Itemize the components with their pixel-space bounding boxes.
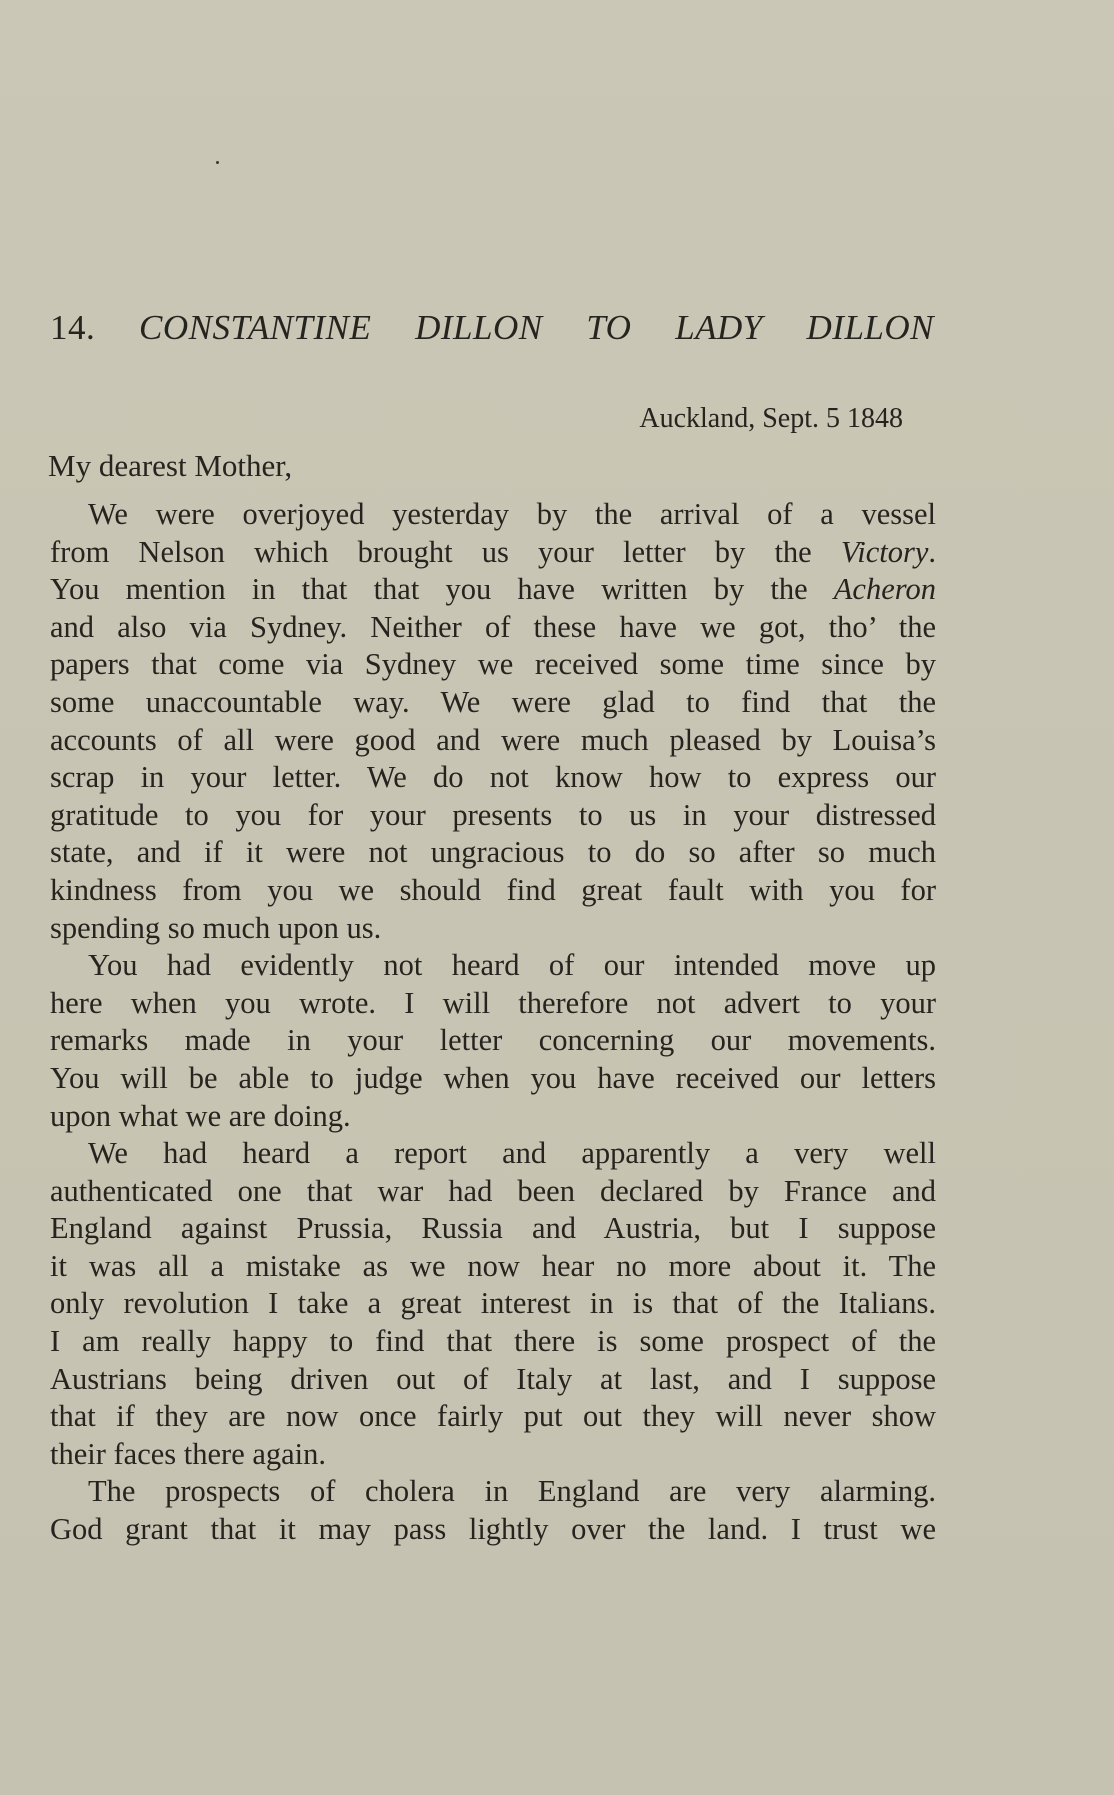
text-line — [50, 571, 936, 609]
text-line — [50, 609, 936, 647]
text-segment: from Nelson which brought us your letter by the — [50, 534, 841, 569]
text-segment: The prospects of cholera in England are very alarming. — [88, 1474, 936, 1509]
text-line — [50, 947, 936, 985]
text-segment: gratitude to you for your presents to us in your distressed — [50, 797, 936, 832]
letter-body — [50, 496, 936, 1549]
text-line — [50, 1248, 936, 1286]
text-segment: some unaccountable way. We were glad to find that the — [50, 684, 936, 719]
text-segment: it was all a mistake as we now hear no more about it. The — [50, 1248, 936, 1283]
text-line — [50, 985, 936, 1023]
text-segment: We were overjoyed yesterday by the arrival of a vessel — [88, 497, 936, 531]
text-segment: their faces there again. — [50, 1436, 327, 1471]
text-segment: England against Prussia, Russia and Austria, but I suppose — [50, 1211, 936, 1246]
text-segment: kindness from you we should find great fault with you for — [50, 872, 936, 907]
text-line — [50, 534, 936, 572]
text-segment: that if they are now once fairly put out they will never show — [50, 1399, 936, 1434]
text-segment: I am really happy to find that there is some prospect of the — [50, 1324, 936, 1359]
heading-word: CONSTANTINE — [138, 308, 372, 347]
text-segment: You mention in that that you have written by the — [50, 572, 834, 607]
text-line — [50, 1135, 936, 1173]
text-line — [50, 646, 936, 684]
text-segment: authenticated one that war had been declared by France and — [50, 1173, 936, 1208]
text-line — [50, 722, 936, 760]
text-line — [50, 797, 936, 835]
heading-word: LADY — [675, 308, 763, 347]
text-line — [50, 1285, 936, 1323]
text-line — [50, 1323, 936, 1361]
text-segment: papers that come via Sydney we received some time since by — [50, 647, 936, 682]
text-line — [50, 1022, 936, 1060]
text-segment: and also via Sydney. Neither of these have we got, tho’ the — [50, 609, 936, 644]
text-line — [50, 1473, 936, 1511]
text-segment: upon what we are doing. — [50, 1098, 351, 1133]
text-segment: only revolution I take a great interest in is that of the Italians. — [50, 1286, 936, 1321]
text-line — [50, 1060, 936, 1098]
text-segment: state, and if it were not ungracious to do so after so much — [50, 835, 936, 870]
text-line — [50, 759, 936, 797]
text-segment: Victory — [840, 534, 929, 569]
page-speck — [216, 161, 219, 164]
text-segment: spending so much upon us. — [50, 910, 382, 945]
text-line — [50, 1436, 936, 1474]
heading-word: DILLON — [806, 308, 934, 347]
text-segment: We had heard a report and apparently a very well — [88, 1136, 936, 1171]
text-segment: God grant that it may pass lightly over the land. I trust we — [50, 1512, 936, 1547]
text-line — [50, 684, 936, 722]
heading-word: TO — [586, 308, 632, 347]
text-segment: remarks made in your letter concerning our movements. — [50, 1023, 936, 1058]
text-segment: You will be able to judge when you have received our letters — [50, 1060, 936, 1095]
text-segment: scrap in your letter. We do not know how to express our — [50, 760, 936, 795]
dateline: Auckland, Sept. 5 1848 — [639, 403, 903, 434]
text-line — [50, 872, 936, 910]
text-line — [50, 1511, 936, 1549]
text-line — [50, 1098, 936, 1136]
text-line — [50, 1210, 936, 1248]
letter-number: 14. — [50, 308, 96, 347]
heading-word: DILLON — [415, 308, 543, 347]
text-line — [50, 910, 936, 948]
text-segment: here when you wrote. I will therefore not advert to your — [50, 985, 936, 1020]
salutation: My dearest Mother, — [48, 448, 293, 483]
text-segment: Austrians being driven out of Italy at last, and I suppose — [50, 1361, 936, 1396]
text-line — [50, 1398, 936, 1436]
text-segment: You had evidently not heard of our intended move up — [88, 948, 936, 983]
text-segment: . — [928, 534, 936, 569]
text-segment: Acheron — [833, 572, 936, 607]
letter-heading — [50, 308, 934, 348]
text-line — [50, 1361, 936, 1399]
text-line — [50, 834, 936, 872]
text-line — [50, 496, 936, 534]
text-line — [50, 1173, 936, 1211]
text-segment: accounts of all were good and were much pleased by Louisa’s — [50, 722, 936, 757]
